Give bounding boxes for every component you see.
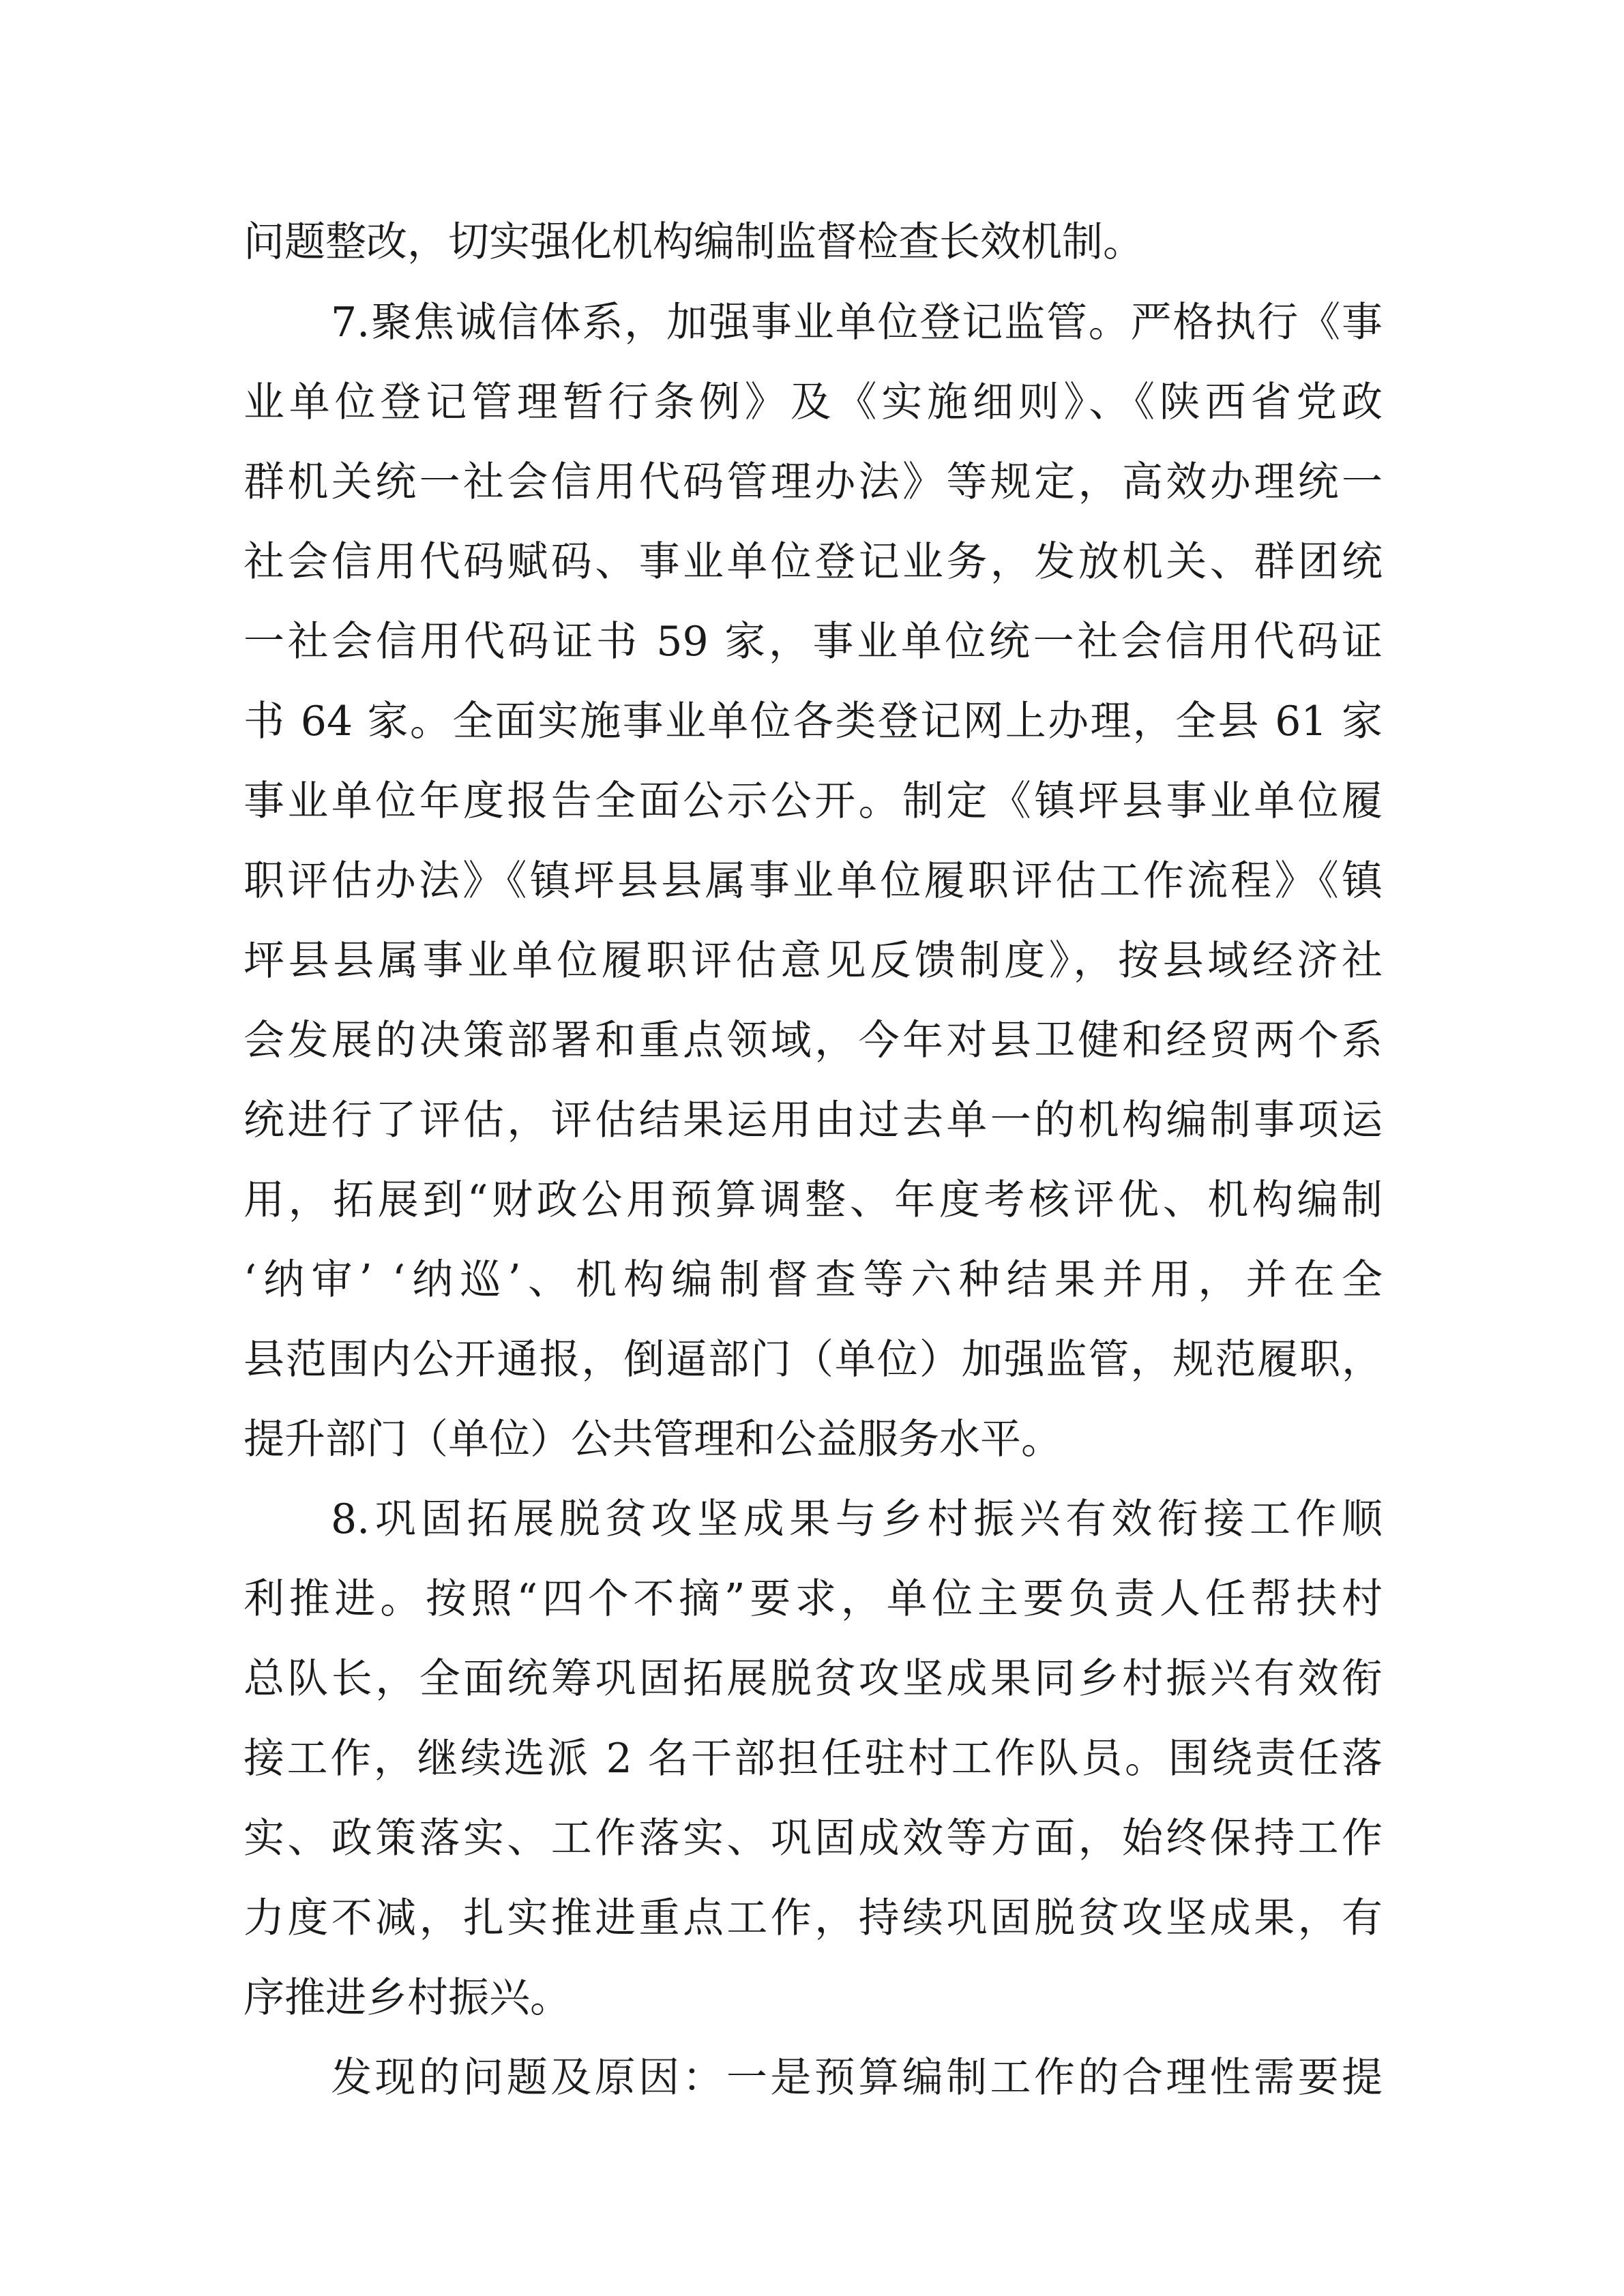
problems-heading-line: 发现的问题及原因：一是预算编制工作的合理性需要提 xyxy=(331,2054,1383,2102)
text-line: 序推进乡村振兴。 xyxy=(243,1974,571,2022)
text-line: 社会信用代码赋码、事业单位登记业务，发放机关、群团统 xyxy=(243,538,1383,586)
text-line: 业单位登记管理暂行条例》及《实施细则》、《陕西省党政 xyxy=(243,378,1383,426)
text-line: 坪县县属事业单位履职评估意见反馈制度》，按县域经济社 xyxy=(243,937,1383,985)
text-line: 事业单位年度报告全面公示公开。制定《镇坪县事业单位履 xyxy=(243,777,1383,825)
text-line: 职评估办法》《镇坪县县属事业单位履职评估工作流程》《镇 xyxy=(243,857,1383,905)
text-line: 县范围内公开通报，倒逼部门（单位）加强监管，规范履职， xyxy=(243,1336,1383,1384)
text-line: 群机关统一社会信用代码管理办法》等规定，高效办理统一 xyxy=(243,458,1383,506)
text-line: 接工作，继续选派 2 名干部担任驻村工作队员。围绕责任落 xyxy=(243,1735,1383,1783)
text-line: 总队长，全面统筹巩固拓展脱贫攻坚成果同乡村振兴有效衔 xyxy=(243,1655,1383,1703)
text-line: 提升部门（单位）公共管理和公益服务水平。 xyxy=(243,1416,1062,1463)
text-line: 会发展的决策部署和重点领域，今年对县卫健和经贸两个系 xyxy=(243,1017,1383,1064)
paragraph-7-heading-line: 7.聚焦诚信体系，加强事业单位登记监管。严格执行《事 xyxy=(331,299,1383,346)
text-line: ‘纳审’ ‘纳巡’、机构编制督查等六种结果并用，并在全 xyxy=(243,1256,1383,1304)
text-line: 书 64 家。全面实施事业单位各类登记网上办理，全县 61 家 xyxy=(243,698,1383,745)
text-line: 实、政策落实、工作落实、巩固成效等方面，始终保持工作 xyxy=(243,1815,1383,1862)
text-line: 用，拓展到“财政公用预算调整、年度考核评优、机构编制 xyxy=(243,1176,1383,1224)
text-line: 利推进。按照“四个不摘”要求，单位主要负责人任帮扶村 xyxy=(243,1575,1383,1623)
text-line: 力度不减，扎实推进重点工作，持续巩固脱贫攻坚成果，有 xyxy=(243,1894,1383,1942)
text-line: 统进行了评估，评估结果运用由过去单一的机构编制事项运 xyxy=(243,1097,1383,1144)
paragraph-8-heading-line: 8.巩固拓展脱贫攻坚成果与乡村振兴有效衔接工作顺 xyxy=(331,1495,1383,1543)
text-line: 一社会信用代码证书 59 家，事业单位统一社会信用代码证 xyxy=(243,618,1383,666)
text-line: 问题整改，切实强化机构编制监督检查长效机制。 xyxy=(243,218,1144,266)
